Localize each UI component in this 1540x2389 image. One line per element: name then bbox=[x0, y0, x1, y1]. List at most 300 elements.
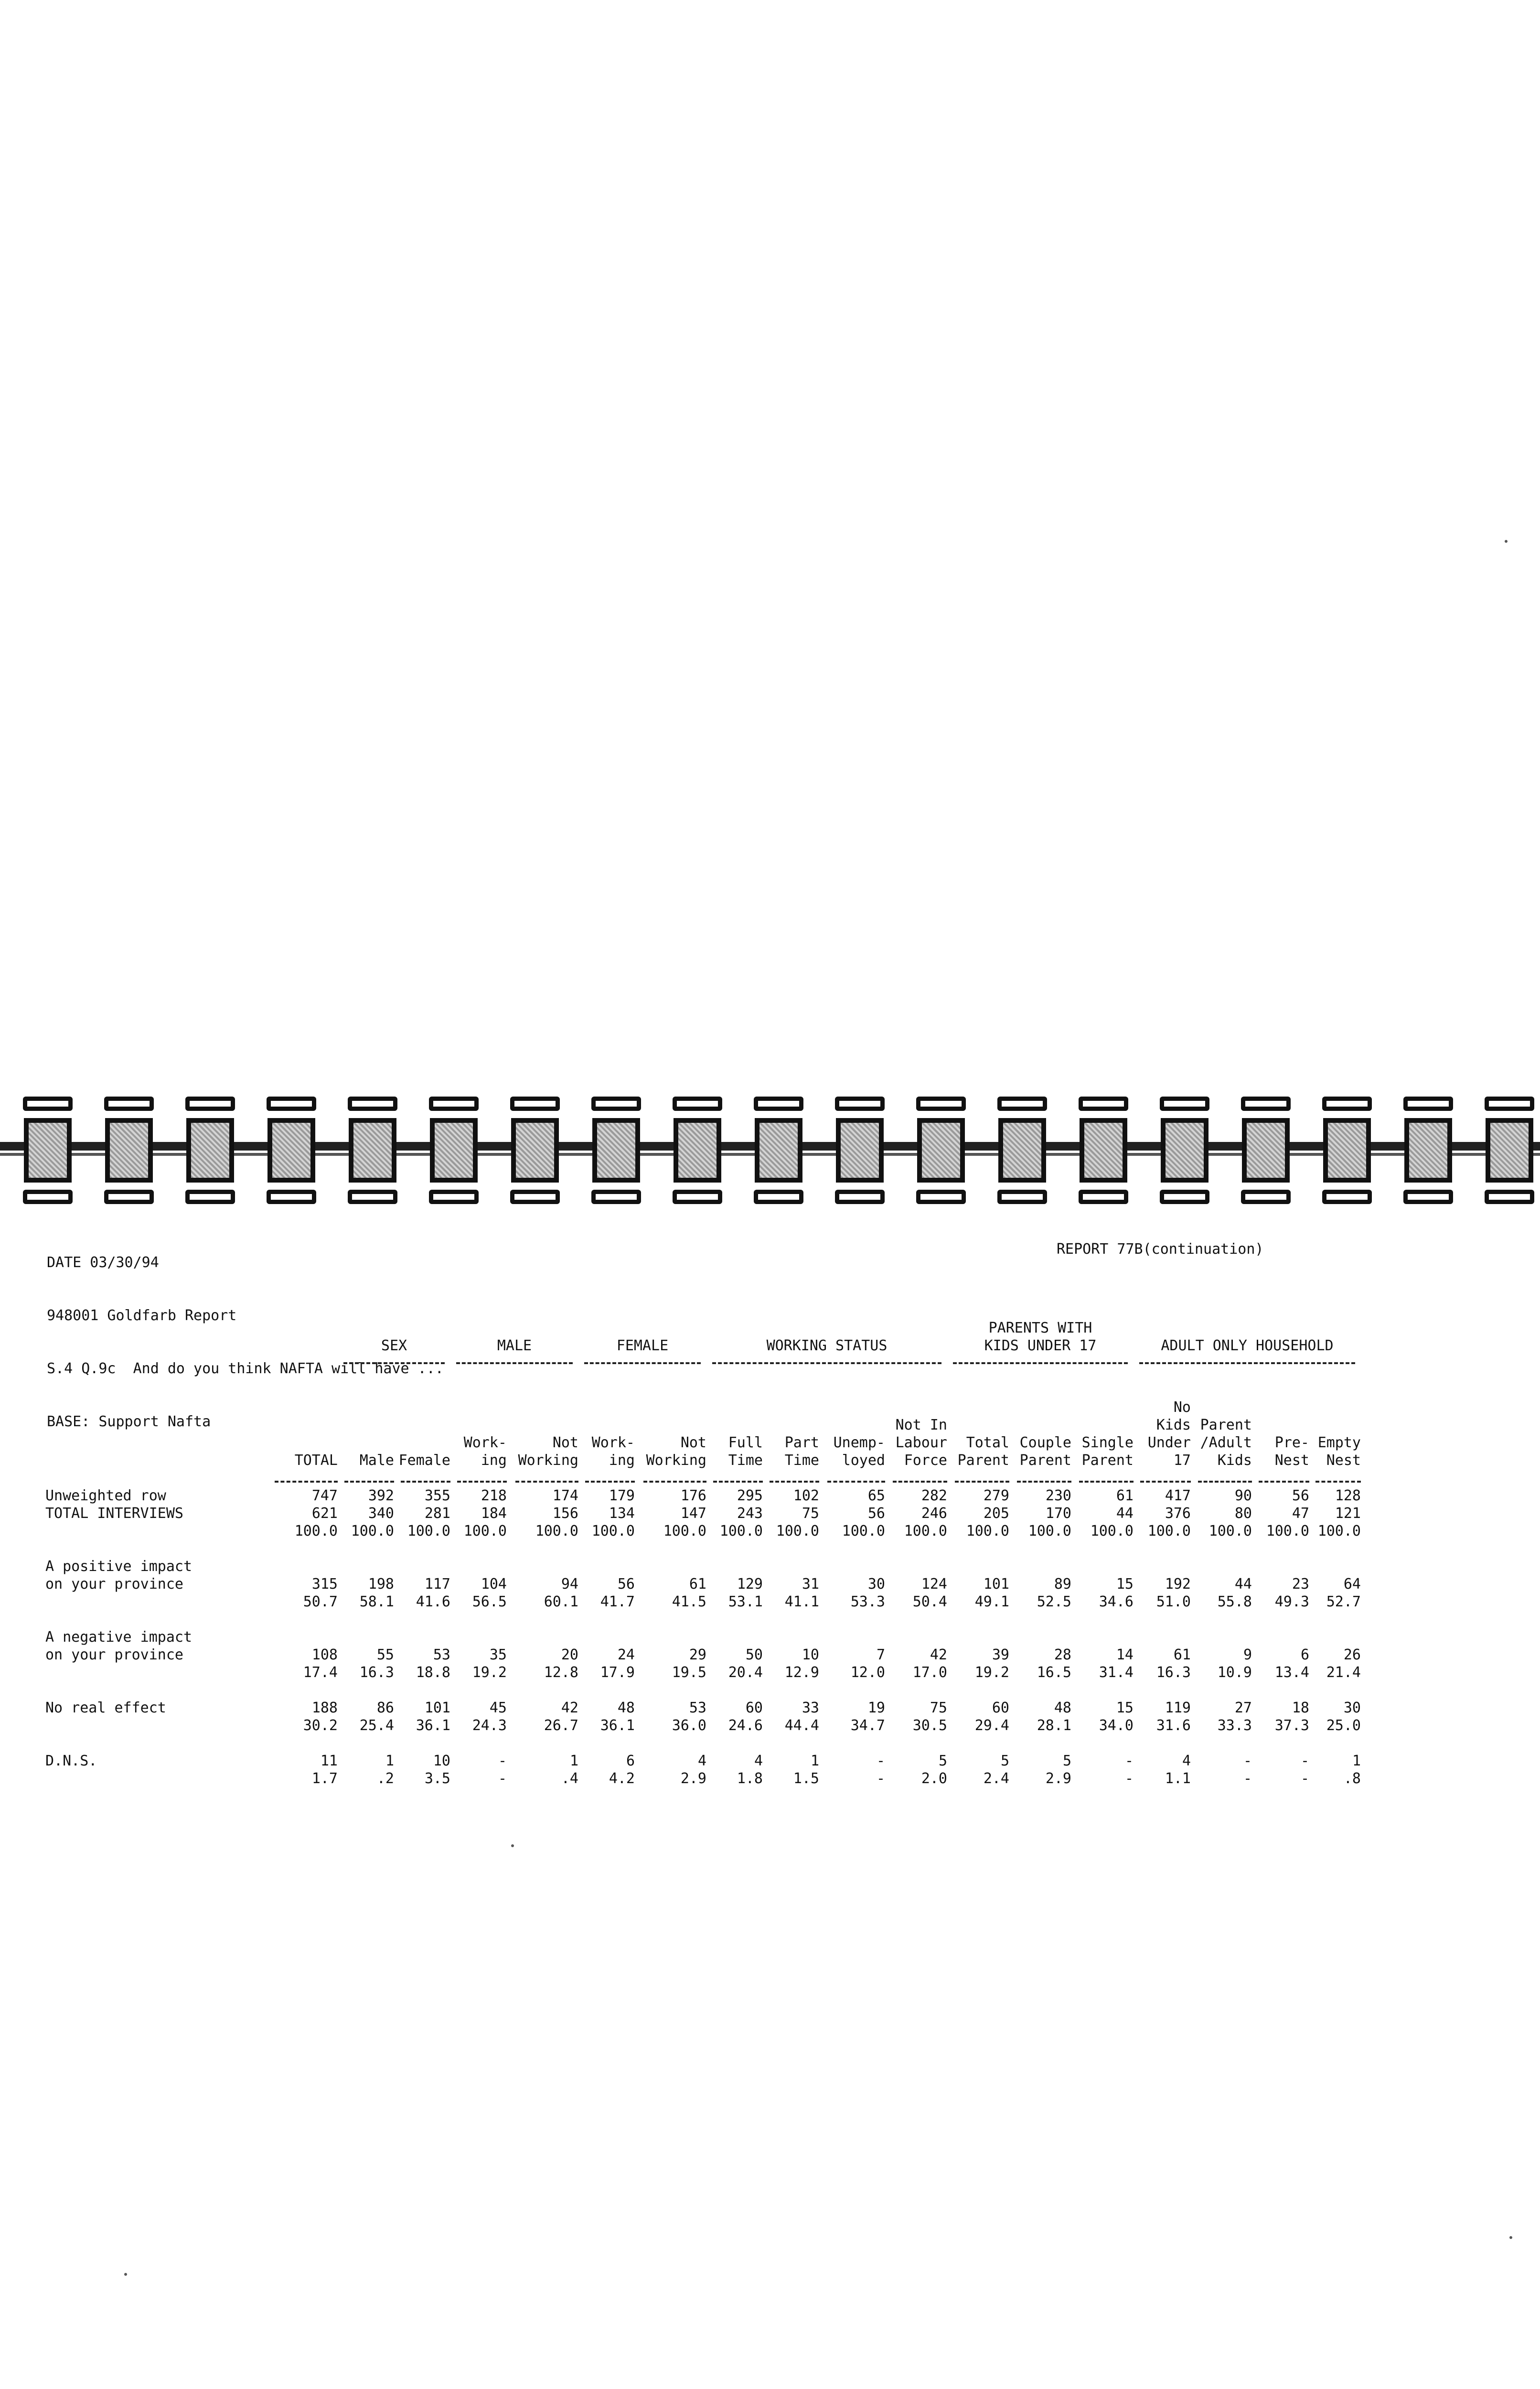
table-cell: 56 bbox=[1292, 1487, 1309, 1504]
ring-cap bbox=[1322, 1097, 1372, 1111]
ring-cap bbox=[1403, 1190, 1453, 1204]
table-cell: - bbox=[1124, 1770, 1134, 1787]
table-cell: 64 bbox=[1343, 1576, 1361, 1593]
table-cell: .4 bbox=[561, 1770, 578, 1787]
table-cell: 1 bbox=[1352, 1753, 1361, 1769]
column-header: Not In Labour Force bbox=[895, 1417, 947, 1469]
table-cell: 29.4 bbox=[974, 1717, 1009, 1734]
table-cell: 13.4 bbox=[1274, 1664, 1309, 1681]
column-underline bbox=[643, 1479, 706, 1483]
ring-cap bbox=[348, 1190, 397, 1204]
column-underline bbox=[585, 1479, 635, 1483]
table-cell: - bbox=[1243, 1753, 1252, 1769]
column-underline bbox=[401, 1479, 450, 1483]
table-cell: 19.2 bbox=[974, 1664, 1009, 1681]
column-header: Couple Parent bbox=[1019, 1434, 1071, 1469]
table-cell: 100.0 bbox=[463, 1523, 507, 1539]
table-cell: 39 bbox=[992, 1646, 1009, 1663]
table-cell: 21.4 bbox=[1326, 1664, 1361, 1681]
group-header-label: FEMALE bbox=[616, 1337, 669, 1354]
table-cell: 129 bbox=[737, 1576, 763, 1593]
ring-cap bbox=[997, 1097, 1047, 1111]
table-cell: 56 bbox=[617, 1576, 635, 1593]
table-cell: 10.9 bbox=[1217, 1664, 1252, 1681]
table-cell: 25.0 bbox=[1326, 1717, 1361, 1734]
table-cell: 102 bbox=[793, 1487, 819, 1504]
table-cell: 30.5 bbox=[912, 1717, 947, 1734]
binding-ring bbox=[263, 1092, 320, 1209]
table-cell bbox=[338, 1628, 394, 1646]
table-cell: 12.9 bbox=[784, 1664, 819, 1681]
ring-body bbox=[755, 1118, 802, 1183]
table-cell: 5 bbox=[1000, 1753, 1009, 1769]
row-label: D.N.S. bbox=[45, 1753, 97, 1769]
table-cell: 747 bbox=[311, 1487, 338, 1504]
row-label bbox=[45, 1593, 266, 1611]
table-cell: 56.5 bbox=[472, 1593, 507, 1610]
ring-cap bbox=[997, 1190, 1047, 1204]
table-cell: .2 bbox=[376, 1770, 394, 1787]
crosstab-table bbox=[45, 1312, 1361, 1787]
table-cell: 50 bbox=[745, 1646, 763, 1663]
table-cell: 61 bbox=[689, 1576, 706, 1593]
table-cell: 7 bbox=[876, 1646, 885, 1663]
table-cell: 376 bbox=[1165, 1505, 1191, 1522]
table-row bbox=[45, 1522, 1361, 1540]
binding-ring bbox=[425, 1092, 482, 1209]
table-cell: 90 bbox=[1234, 1487, 1252, 1504]
table-cell: 100.0 bbox=[776, 1523, 819, 1539]
table-cell: 61 bbox=[1173, 1646, 1191, 1663]
table-cell: - bbox=[1300, 1753, 1309, 1769]
table-cell: 51.0 bbox=[1156, 1593, 1191, 1610]
ring-cap bbox=[104, 1190, 154, 1204]
table-cell: 45 bbox=[489, 1700, 507, 1716]
ring-cap bbox=[348, 1097, 397, 1111]
table-cell: 100.0 bbox=[1090, 1523, 1134, 1539]
table-cell: 100.0 bbox=[1317, 1523, 1361, 1539]
table-cell bbox=[1309, 1628, 1361, 1646]
table-cell: 5 bbox=[938, 1753, 947, 1769]
ring-cap bbox=[1241, 1097, 1291, 1111]
table-cell: 108 bbox=[311, 1646, 338, 1663]
table-cell: 100.0 bbox=[904, 1523, 947, 1539]
binding-ring bbox=[588, 1092, 645, 1209]
table-cell: 2.9 bbox=[680, 1770, 706, 1787]
column-underline bbox=[515, 1479, 578, 1483]
table-cell: 16.5 bbox=[1037, 1664, 1071, 1681]
row-label: No real effect bbox=[45, 1700, 166, 1716]
table-cell: - bbox=[1243, 1770, 1252, 1787]
table-cell: 47 bbox=[1292, 1505, 1309, 1522]
table-cell: 49.3 bbox=[1274, 1593, 1309, 1610]
ring-cap bbox=[1079, 1190, 1128, 1204]
table-cell: 27 bbox=[1234, 1700, 1252, 1716]
table-cell: 100.0 bbox=[407, 1523, 450, 1539]
table-cell: 48 bbox=[617, 1700, 635, 1716]
table-row bbox=[45, 1628, 1361, 1646]
table-cell: 18.8 bbox=[416, 1664, 450, 1681]
column-underline bbox=[1079, 1479, 1134, 1483]
binding-ring bbox=[19, 1092, 76, 1209]
table-cell: 9 bbox=[1243, 1646, 1252, 1663]
table-cell: 100.0 bbox=[719, 1523, 763, 1539]
table-cell: 174 bbox=[552, 1487, 578, 1504]
table-cell: 44 bbox=[1234, 1576, 1252, 1593]
table-cell: 19.2 bbox=[472, 1664, 507, 1681]
table-cell: 33 bbox=[802, 1700, 819, 1716]
group-header bbox=[947, 1312, 1134, 1355]
table-cell bbox=[763, 1558, 819, 1575]
table-cell: 4 bbox=[754, 1753, 763, 1769]
table-cell: 28.1 bbox=[1037, 1717, 1071, 1734]
table-cell: 26 bbox=[1343, 1646, 1361, 1663]
group-header-label: WORKING STATUS bbox=[766, 1337, 888, 1354]
table-cell bbox=[1009, 1558, 1071, 1575]
ring-body bbox=[592, 1118, 640, 1183]
table-cell: 17.4 bbox=[303, 1664, 338, 1681]
table-cell: 2.9 bbox=[1045, 1770, 1071, 1787]
table-cell: 34.7 bbox=[850, 1717, 885, 1734]
table-cell: 179 bbox=[609, 1487, 635, 1504]
column-header: Parent /Adult Kids bbox=[1200, 1417, 1252, 1469]
binding-ring bbox=[506, 1092, 564, 1209]
table-cell: 1 bbox=[385, 1753, 394, 1769]
table-cell bbox=[338, 1558, 394, 1575]
table-cell bbox=[706, 1628, 763, 1646]
table-cell: 42 bbox=[561, 1700, 578, 1716]
column-header: Total Parent bbox=[957, 1434, 1009, 1469]
table-cell: 36.0 bbox=[672, 1717, 706, 1734]
table-cell: - bbox=[876, 1753, 885, 1769]
table-cell bbox=[1071, 1628, 1134, 1646]
table-cell: - bbox=[498, 1753, 507, 1769]
table-cell: 100.0 bbox=[351, 1523, 394, 1539]
ring-cap bbox=[1160, 1097, 1209, 1111]
table-cell: 176 bbox=[680, 1487, 706, 1504]
table-cell: 124 bbox=[921, 1576, 947, 1593]
table-cell: 218 bbox=[481, 1487, 507, 1504]
table-cell: 4.2 bbox=[609, 1770, 635, 1787]
table-cell: 30 bbox=[867, 1576, 885, 1593]
group-header bbox=[1134, 1312, 1361, 1355]
table-cell: 60.1 bbox=[544, 1593, 578, 1610]
table-cell: .8 bbox=[1343, 1770, 1361, 1787]
column-underline bbox=[1259, 1479, 1309, 1483]
ring-body bbox=[1080, 1118, 1127, 1183]
ring-cap bbox=[1485, 1190, 1534, 1204]
table-cell: 41.7 bbox=[600, 1593, 635, 1610]
table-cell bbox=[450, 1558, 507, 1575]
table-cell: 246 bbox=[921, 1505, 947, 1522]
table-cell bbox=[819, 1558, 885, 1575]
ring-body bbox=[430, 1118, 478, 1183]
table-cell: 156 bbox=[552, 1505, 578, 1522]
table-cell: 134 bbox=[609, 1505, 635, 1522]
table-cell: 100.0 bbox=[535, 1523, 578, 1539]
table-cell bbox=[1191, 1558, 1252, 1575]
column-underline bbox=[1017, 1479, 1071, 1483]
table-cell: 41.6 bbox=[416, 1593, 450, 1610]
table-cell bbox=[947, 1628, 1009, 1646]
table-cell: 117 bbox=[424, 1576, 450, 1593]
table-cell: 31.4 bbox=[1099, 1664, 1134, 1681]
binding-ring bbox=[912, 1092, 970, 1209]
ring-body bbox=[267, 1118, 315, 1183]
ring-cap bbox=[429, 1097, 479, 1111]
table-cell: 89 bbox=[1054, 1576, 1071, 1593]
table-cell bbox=[1009, 1628, 1071, 1646]
row-label: TOTAL INTERVIEWS bbox=[45, 1505, 183, 1522]
table-cell bbox=[1309, 1558, 1361, 1575]
ring-cap bbox=[429, 1190, 479, 1204]
column-header: Part Time bbox=[784, 1434, 819, 1469]
table-cell: 55.8 bbox=[1217, 1593, 1252, 1610]
table-cell: 61 bbox=[1116, 1487, 1134, 1504]
table-cell: 33.3 bbox=[1217, 1717, 1252, 1734]
binding-ring bbox=[182, 1092, 239, 1209]
scan-speck bbox=[511, 1844, 514, 1847]
table-cell: 37.3 bbox=[1274, 1717, 1309, 1734]
table-cell: 10 bbox=[802, 1646, 819, 1663]
binding-ring bbox=[831, 1092, 888, 1209]
table-cell: 30.2 bbox=[303, 1717, 338, 1734]
ring-cap bbox=[185, 1097, 235, 1111]
table-cell: 1.7 bbox=[311, 1770, 338, 1787]
question-text: S.4 Q.9c And do you think NAFTA will have ... bbox=[47, 1360, 444, 1377]
table-cell: 10 bbox=[433, 1753, 450, 1769]
table-cell bbox=[450, 1628, 507, 1646]
table-cell: 5 bbox=[1062, 1753, 1071, 1769]
table-cell: 48 bbox=[1054, 1700, 1071, 1716]
report-date: DATE 03/30/94 bbox=[47, 1254, 159, 1271]
ring-cap bbox=[104, 1097, 154, 1111]
table-cell: 53.3 bbox=[850, 1593, 885, 1610]
table-cell: 279 bbox=[983, 1487, 1009, 1504]
table-row bbox=[45, 1646, 1361, 1664]
table-cell: 100.0 bbox=[1266, 1523, 1309, 1539]
ring-cap bbox=[916, 1097, 966, 1111]
ring-body bbox=[24, 1118, 72, 1183]
table-cell: 15 bbox=[1116, 1700, 1134, 1716]
table-cell bbox=[1252, 1558, 1309, 1575]
ring-cap bbox=[267, 1097, 316, 1111]
table-cell: 281 bbox=[424, 1505, 450, 1522]
table-cell: 17.9 bbox=[600, 1664, 635, 1681]
table-row bbox=[45, 1593, 1361, 1611]
ring-cap bbox=[673, 1097, 722, 1111]
ring-cap bbox=[1322, 1190, 1372, 1204]
table-cell bbox=[635, 1558, 706, 1575]
group-header-label: ADULT ONLY HOUSEHOLD bbox=[1161, 1337, 1334, 1354]
table-cell: 19.5 bbox=[672, 1664, 706, 1681]
table-cell: 101 bbox=[424, 1700, 450, 1716]
table-cell bbox=[1071, 1558, 1134, 1575]
table-cell: 100.0 bbox=[663, 1523, 706, 1539]
table-cell: 12.8 bbox=[544, 1664, 578, 1681]
ring-cap bbox=[754, 1190, 803, 1204]
table-cell: 16.3 bbox=[359, 1664, 394, 1681]
table-row bbox=[45, 1699, 1361, 1717]
table-cell: 34.0 bbox=[1099, 1717, 1134, 1734]
ring-body bbox=[1323, 1118, 1371, 1183]
ring-body bbox=[674, 1118, 721, 1183]
ring-body bbox=[836, 1118, 884, 1183]
table-cell: 36.1 bbox=[600, 1717, 635, 1734]
table-cell bbox=[394, 1628, 450, 1646]
table-cell bbox=[819, 1628, 885, 1646]
table-cell: - bbox=[1124, 1753, 1134, 1769]
table-cell: - bbox=[876, 1770, 885, 1787]
table-row bbox=[45, 1664, 1361, 1681]
binding-ring bbox=[994, 1092, 1051, 1209]
table-cell: 104 bbox=[481, 1576, 507, 1593]
table-cell: 1.8 bbox=[737, 1770, 763, 1787]
table-cell bbox=[1191, 1628, 1252, 1646]
table-cell: 23 bbox=[1292, 1576, 1309, 1593]
table-cell: 621 bbox=[311, 1505, 338, 1522]
ring-cap bbox=[510, 1097, 560, 1111]
table-cell: 392 bbox=[368, 1487, 394, 1504]
table-cell: 100.0 bbox=[842, 1523, 885, 1539]
binding-ring bbox=[669, 1092, 726, 1209]
table-cell: 42 bbox=[930, 1646, 947, 1663]
table-cell: 35 bbox=[489, 1646, 507, 1663]
row-label bbox=[45, 1522, 266, 1540]
table-cell: 101 bbox=[983, 1576, 1009, 1593]
column-header: Pre- Nest bbox=[1274, 1434, 1309, 1469]
ring-cap bbox=[1241, 1190, 1291, 1204]
row-label bbox=[45, 1717, 266, 1734]
binding-ring bbox=[1075, 1092, 1132, 1209]
table-cell: 198 bbox=[368, 1576, 394, 1593]
group-header bbox=[578, 1312, 706, 1355]
ring-cap bbox=[591, 1190, 641, 1204]
ring-cap bbox=[1403, 1097, 1453, 1111]
table-cell bbox=[394, 1558, 450, 1575]
table-cell: - bbox=[498, 1770, 507, 1787]
column-header: TOTAL bbox=[294, 1452, 338, 1469]
spiral-binding bbox=[0, 1092, 1540, 1209]
table-cell: 29 bbox=[689, 1646, 706, 1663]
table-cell: 6 bbox=[626, 1753, 635, 1769]
binding-ring bbox=[1237, 1092, 1294, 1209]
table-cell: 53.1 bbox=[728, 1593, 763, 1610]
ring-cap bbox=[23, 1190, 73, 1204]
table-cell: 20 bbox=[561, 1646, 578, 1663]
binding-ring bbox=[750, 1092, 807, 1209]
column-header: Not Working bbox=[646, 1434, 706, 1469]
table-cell: 1 bbox=[569, 1753, 578, 1769]
table-cell: 20.4 bbox=[728, 1664, 763, 1681]
column-underline bbox=[827, 1479, 885, 1483]
column-underline bbox=[893, 1479, 947, 1483]
column-header: No Kids Under 17 bbox=[1147, 1399, 1191, 1469]
group-header bbox=[706, 1312, 947, 1355]
row-label: on your province bbox=[45, 1646, 183, 1663]
table-cell: 282 bbox=[921, 1487, 947, 1504]
column-header: Unemp- loyed bbox=[833, 1434, 885, 1469]
table-cell: 11 bbox=[320, 1753, 338, 1769]
table-cell bbox=[266, 1628, 338, 1646]
table-cell: 1.5 bbox=[793, 1770, 819, 1787]
table-cell: 4 bbox=[697, 1753, 706, 1769]
table-cell bbox=[578, 1558, 635, 1575]
table-cell: 28 bbox=[1054, 1646, 1071, 1663]
row-label bbox=[45, 1664, 266, 1681]
table-cell: 18 bbox=[1292, 1700, 1309, 1716]
table-cell: 230 bbox=[1045, 1487, 1071, 1504]
column-header: Male bbox=[359, 1452, 394, 1469]
table-cell: 170 bbox=[1045, 1505, 1071, 1522]
ring-cap bbox=[835, 1097, 885, 1111]
table-cell: - bbox=[1300, 1770, 1309, 1787]
ring-cap bbox=[185, 1190, 235, 1204]
column-underline bbox=[955, 1479, 1009, 1483]
group-header bbox=[450, 1312, 578, 1355]
table-cell: 14 bbox=[1116, 1646, 1134, 1663]
ring-cap bbox=[673, 1190, 722, 1204]
table-cell bbox=[507, 1558, 578, 1575]
row-label: on your province bbox=[45, 1576, 183, 1593]
ring-body bbox=[105, 1118, 153, 1183]
table-cell: 25.4 bbox=[359, 1717, 394, 1734]
table-cell: 188 bbox=[311, 1700, 338, 1716]
column-header: Empty Nest bbox=[1317, 1434, 1361, 1469]
ring-cap bbox=[1160, 1190, 1209, 1204]
table-cell: 3.5 bbox=[424, 1770, 450, 1787]
group-header bbox=[338, 1312, 450, 1355]
table-cell: 75 bbox=[930, 1700, 947, 1716]
table-cell: 86 bbox=[376, 1700, 394, 1716]
group-header-label: SEX bbox=[381, 1337, 407, 1354]
table-cell: 94 bbox=[561, 1576, 578, 1593]
ring-cap bbox=[916, 1190, 966, 1204]
table-cell: 75 bbox=[802, 1505, 819, 1522]
table-cell: 24.3 bbox=[472, 1717, 507, 1734]
table-cell bbox=[947, 1558, 1009, 1575]
column-header: Not Working bbox=[518, 1434, 578, 1469]
ring-body bbox=[1486, 1118, 1533, 1183]
table-cell: 147 bbox=[680, 1505, 706, 1522]
report-name: 948001 Goldfarb Report bbox=[47, 1307, 237, 1324]
report-id: REPORT 77B(continuation) bbox=[1057, 1241, 1264, 1258]
ring-cap bbox=[1485, 1097, 1534, 1111]
column-underline bbox=[1315, 1479, 1361, 1483]
table-cell: 100.0 bbox=[1208, 1523, 1252, 1539]
table-cell: 44.4 bbox=[784, 1717, 819, 1734]
table-cell: 2.4 bbox=[983, 1770, 1009, 1787]
table-cell: 12.0 bbox=[850, 1664, 885, 1681]
table-cell: 243 bbox=[737, 1505, 763, 1522]
table-cell bbox=[1134, 1558, 1191, 1575]
table-cell: 100.0 bbox=[1147, 1523, 1191, 1539]
table-cell: 52.5 bbox=[1037, 1593, 1071, 1610]
table-cell: 80 bbox=[1234, 1505, 1252, 1522]
ring-body bbox=[186, 1118, 234, 1183]
ring-cap bbox=[754, 1097, 803, 1111]
table-cell: 56 bbox=[867, 1505, 885, 1522]
table-cell: 58.1 bbox=[359, 1593, 394, 1610]
table-cell: 65 bbox=[867, 1487, 885, 1504]
scan-speck bbox=[1509, 2236, 1512, 2239]
row-label: Unweighted row bbox=[45, 1487, 166, 1504]
table-row bbox=[45, 1752, 1361, 1770]
ring-cap bbox=[1079, 1097, 1128, 1111]
column-underline bbox=[457, 1479, 507, 1483]
table-cell: 31 bbox=[802, 1576, 819, 1593]
base-text: BASE: Support Nafta bbox=[47, 1413, 211, 1430]
